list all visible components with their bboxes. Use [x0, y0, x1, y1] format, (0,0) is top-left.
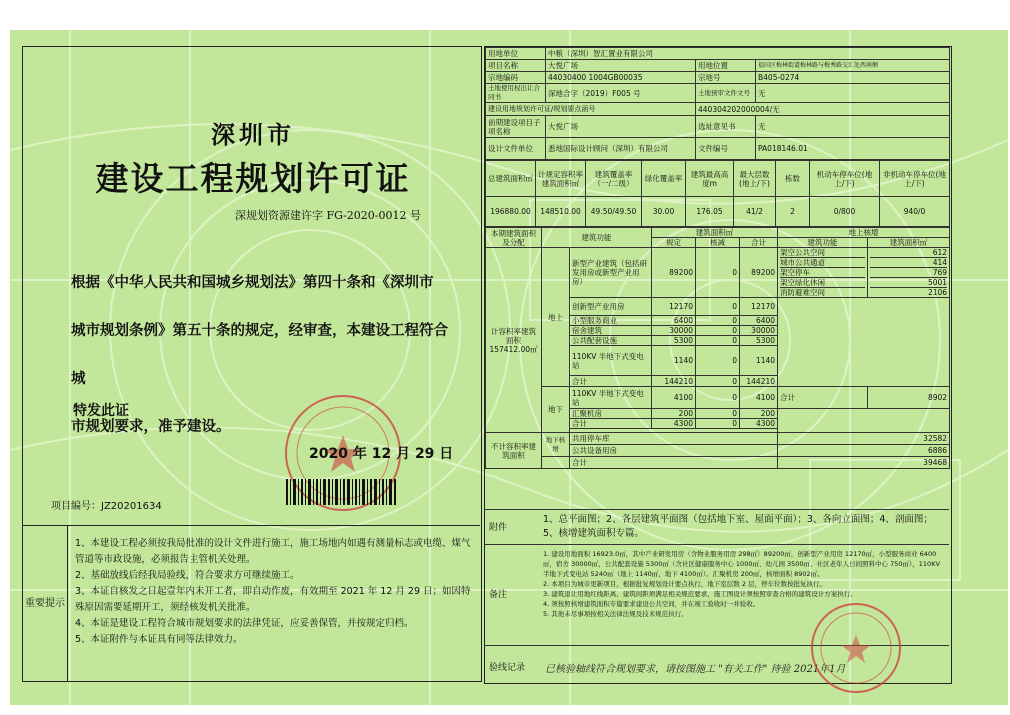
remark-line: 3. 建筑退让用地红线距离、建筑间距须满足相关规范要求，施工图设计须按照审查合格的建筑设计方案执行。 [543, 590, 857, 598]
info-value: 深地合字（2019）F005 号 [546, 84, 696, 103]
body-line: 根据《中华人民共和国城乡规划法》第四十条和《深圳市 [71, 275, 434, 291]
info-value: 无 [756, 84, 950, 103]
metric-header: 总建筑面积㎡ [486, 161, 536, 197]
metric-header: 最大层数(地上/下) [734, 161, 776, 197]
metric-value: 41/2 [734, 197, 776, 227]
info-value: 大悦广场 [546, 60, 696, 72]
info-value: 中粮（深圳）智汇置业有限公司 [546, 48, 950, 60]
total-cell: 144210 [740, 376, 778, 387]
certificate-title: 建设工程规划许可证 [95, 159, 411, 198]
plan-cell: 144210 [652, 376, 696, 387]
total-cell: 12170 [740, 298, 778, 316]
metric-value: 0/800 [810, 197, 880, 227]
project-info-table [485, 47, 950, 160]
area-header-function: 建筑功能 [542, 228, 652, 248]
total-cell: 6400 [740, 316, 778, 326]
note-item: 1、本建设工程必须按我局批准的设计文件进行施工，施工场地内如遇有测量标志或电缆、煤气管道等市政设施，必须报告主管机关处理。 [75, 538, 471, 565]
metric-header: 建筑覆盖率（一/二级） [586, 161, 642, 197]
issuing-city: 深圳市 [211, 120, 295, 149]
metric-header: 绿化覆盖率 [642, 161, 686, 197]
certificate-left-panel [22, 46, 482, 682]
counted-area-label: 计容积率建筑面积 157412.00㎡ [486, 248, 542, 433]
plan-cell: 4100 [652, 387, 696, 409]
verify-cell: 0 [696, 409, 740, 419]
project-number: 项目编号：JZ20201634 [51, 501, 162, 512]
core-function-cell: 架空公共空间 城市公共通道 架空停车 架空绿化休闲 消防避难空间 [778, 248, 868, 298]
function-cell: 合计 [570, 376, 652, 387]
function-cell: 创新型产业用房 [570, 298, 652, 316]
plan-cell: 89200 [652, 248, 696, 298]
plan-cell: 1140 [652, 346, 696, 376]
metrics-table [485, 160, 950, 227]
area-header-area: 建筑面积㎡ [652, 228, 778, 238]
plan-cell: 200 [652, 409, 696, 419]
info-label: 宗地编码 [486, 72, 546, 84]
attachments-label: 附件 [489, 523, 508, 533]
info-label: 用地单位 [486, 48, 546, 60]
info-value: 440304202000004/无 [696, 103, 950, 116]
attachments-text: 1、总平面图；2、各层建筑平面图（包括地下室、屋面平面）；3、各向立面图；4、剖面图；5、核增建筑面积专篇。 [543, 514, 933, 539]
area-header-category: 本期建筑面积及分配 [486, 228, 542, 248]
note-item: 4、本证是建设工程符合城市规划要求的法律凭证，应妥善保管，并按规定归档。 [75, 618, 414, 629]
plan-cell: 4300 [652, 419, 696, 429]
remark-line: ㎡，宿舍 30000㎡，公共配套设施 5300㎡（含社区健康服务中心 1000㎡、幼儿园 3500㎡、社区老年人日间照料中心 750㎡），110KV [543, 560, 940, 568]
noncount-empty [542, 457, 570, 469]
info-label: 建设用地规划许可证/规划要点函号 [486, 103, 696, 116]
total-cell: 4300 [740, 419, 778, 429]
plan-cell: 12170 [652, 298, 696, 316]
remark-line: 4. 须按照核增建筑面积专篇要求建设公共空间，并在竣工验收时一并验收。 [543, 600, 760, 608]
info-value: 44030400 1004GB00035 [546, 72, 696, 84]
metric-value: 148510.00 [536, 197, 586, 227]
noncount-area-label: 不计容积率建筑面积 [486, 433, 542, 469]
function-cell: 小型服务商业 [570, 316, 652, 326]
core-area-cell: 612 414 769 5001 2106 [868, 248, 950, 298]
body-line: 市规划要求，准予建设。 [71, 419, 231, 435]
info-value: 悉地国际设计顾问（深圳）有限公司 [546, 138, 696, 160]
area-header-core: 地上核增 [778, 228, 950, 238]
area-header-verify: 核减 [696, 238, 740, 248]
info-label: 前期建设项目子项名称 [486, 116, 546, 138]
info-label: 项目名称 [486, 60, 546, 72]
notes-list [75, 536, 475, 648]
metric-value: 30.00 [642, 197, 686, 227]
core-total-label: 合计 [778, 387, 868, 409]
metric-header: 栋数 [776, 161, 810, 197]
area-header-core-function: 建筑功能 [778, 238, 868, 248]
area-header-total: 合计 [740, 238, 778, 248]
note-item: 3、本证自核发之日起壹年内未开工者，即自动作废，有效期至 2021 年 12 月 29 日；如因特殊原因需要延期开工，须经核发机关批准。 [75, 586, 471, 613]
metric-value: 940/0 [880, 197, 950, 227]
area-header-plan: 规定 [652, 238, 696, 248]
metric-header: 非机动车停车位(地上/下) [880, 161, 950, 197]
info-label: 土地使用权出让合同书 [486, 84, 546, 103]
note-item: 5、本证附件与本证具有同等法律效力。 [75, 634, 243, 645]
function-cell: 公共配套设施 [570, 336, 652, 346]
metric-value: 2 [776, 197, 810, 227]
record-label: 验线记录 [489, 663, 526, 673]
verify-cell: 0 [696, 316, 740, 326]
handwritten-record: 已核验轴线符合规划要求，请按图施工 "有关工作" 待验 2021年1月 [545, 664, 846, 675]
verify-cell: 0 [696, 248, 740, 298]
verify-cell: 0 [696, 346, 740, 376]
info-value: 无 [756, 116, 950, 138]
body-line: 城市规划条例》第五十条的规定，经审查，本建设工程符合城 [71, 323, 448, 387]
plan-cell: 5300 [652, 336, 696, 346]
verify-cell: 0 [696, 298, 740, 316]
info-value: 福田区梅林街道梅林路与梅秀路交汇处西南侧 [756, 60, 950, 72]
metric-header: 建筑最高高度m [686, 161, 734, 197]
special-issue-text: 特发此证 [73, 403, 129, 419]
info-label: 文件编号 [696, 138, 756, 160]
verification-seal-stamp [811, 603, 901, 693]
info-label: 宗地号 [696, 72, 756, 84]
info-value: PA018146.01 [756, 138, 950, 160]
noncount-function-cell: 合计 [570, 457, 778, 469]
total-cell: 89200 [740, 248, 778, 298]
verify-cell: 0 [696, 326, 740, 336]
info-value: B405-0274 [756, 72, 950, 84]
verify-cell: 0 [696, 387, 740, 409]
remark-line: 2. 本项目为城市更新项目，根据批复规划设计要点执行，地下室层数 2 层，停车位数按批复执行。 [543, 580, 827, 588]
remark-line: 1. 建设用地面积 16923.0㎡，其中产业研发用房（含物业服务用房 298㎡）89200㎡，创新型产业用房 12170㎡，小型服务商业 6400 [543, 550, 937, 558]
certificate-document [10, 30, 1008, 705]
below-ground-label: 地下 [542, 387, 570, 433]
note-item: 2、基础放线后经我局验线，符合要求方可继续施工。 [75, 570, 300, 581]
metric-value: 49.50/49.50 [586, 197, 642, 227]
core-empty-cell [778, 298, 950, 387]
core-total-value: 8902 [868, 387, 950, 409]
verify-cell: 0 [696, 336, 740, 346]
remark-line: 半地下式变电站 5240㎡（地上 1140㎡、地下 4100㎡）。汇聚机房 200㎡，核增面积 8902㎡。 [543, 570, 824, 578]
verify-cell: 0 [696, 419, 740, 429]
info-value: 大悦广场 [546, 116, 696, 138]
noncount-function-cell: 公共设备用房 [570, 445, 778, 457]
info-label: 用地位置 [696, 60, 756, 72]
verify-cell: 0 [696, 376, 740, 387]
metric-value: 176.05 [686, 197, 734, 227]
floor-area-table [485, 227, 950, 469]
certificate-right-panel [484, 46, 952, 684]
core-empty-cell [778, 409, 950, 433]
certificate-number: 深规划资源建许字 FG-2020-0012 号 [234, 209, 421, 222]
notes-label: 重要提示 [23, 526, 68, 682]
noncount-area-cell: 6886 [778, 445, 950, 457]
function-cell: 110KV 半地下式变电站 [570, 387, 652, 409]
function-cell: 宿舍建筑 [570, 326, 652, 336]
function-cell: 110KV 半地下式变电站 [570, 346, 652, 376]
metric-header: 机动车停车位(地上/下) [810, 161, 880, 197]
total-cell: 30000 [740, 326, 778, 336]
remark-line: 5. 其他未尽事项按相关法律法规及技术规范执行。 [543, 610, 688, 618]
total-cell: 200 [740, 409, 778, 419]
total-cell: 1140 [740, 346, 778, 376]
total-cell: 5300 [740, 336, 778, 346]
noncount-area-cell: 39468 [778, 457, 950, 469]
function-cell: 合计 [570, 419, 652, 429]
total-cell: 4100 [740, 387, 778, 409]
remarks-label: 备注 [489, 590, 508, 600]
plan-cell: 30000 [652, 326, 696, 336]
function-cell: 新型产业建筑（包括研发用房或新型产业用房） [570, 248, 652, 298]
noncount-sub-label: 地下核增 [542, 433, 570, 457]
metric-value: 196880.00 [486, 197, 536, 227]
attachments-section [485, 509, 949, 544]
barcode-image [286, 479, 396, 505]
info-label: 选址意见书 [696, 116, 756, 138]
plan-cell: 6400 [652, 316, 696, 326]
function-cell: 汇聚机房 [570, 409, 652, 419]
info-label: 设计文件单位 [486, 138, 546, 160]
noncount-area-cell: 32582 [778, 433, 950, 445]
issue-date: 2020 年 12 月 29 日 [309, 446, 454, 462]
metric-header: 计规定容积率建筑面积㎡ [536, 161, 586, 197]
area-header-core-area: 建筑面积㎡ [868, 238, 950, 248]
important-notes [23, 525, 480, 682]
info-label: 土地预审文件文号 [696, 84, 756, 103]
above-ground-label: 地上 [542, 248, 570, 387]
noncount-function-cell: 共用停车库 [570, 433, 778, 445]
